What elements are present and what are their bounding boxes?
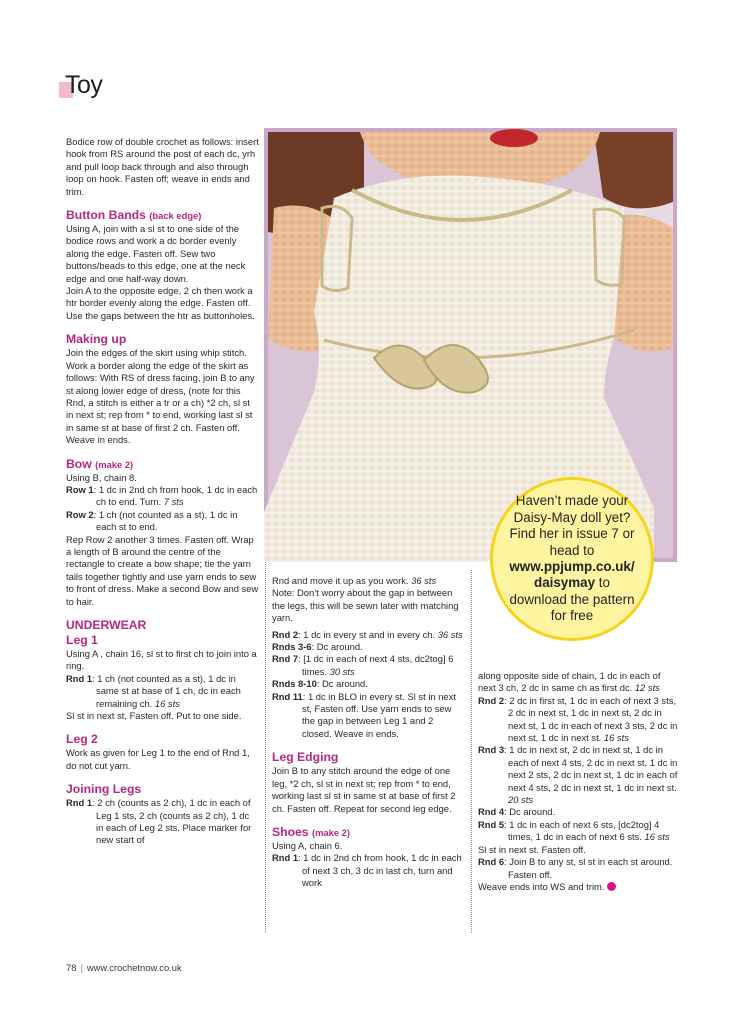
leg-1-finish: Sl st in next st, Fasten off. Put to one side.	[66, 710, 242, 722]
leg-edging-text: Join B to any stitch around the edge of one leg, *2 ch, sl st in next st; rep from * to end, working last sl st in same st at base of first 2 ch. Fasten off. Repeat for second leg edge.	[272, 765, 456, 814]
shoes-rnd-2: Rnd 2: 2 dc in first st, 1 dc in each of next 3 sts, 2 dc in next st, 1 dc in next st, 2 dc in next st, 1 dc in each of next 3 sts, 2 dc in next st, 1 dc in next st. 16 sts	[478, 694, 678, 744]
joining-legs-heading: Joining Legs	[66, 782, 142, 797]
underwear-rnds-8-10: Rnds 8-10: Dc around.	[272, 678, 368, 690]
hair-right	[594, 132, 673, 208]
underwear-rnd-7: Rnd 7: [1 dc in each of next 4 sts, dc2tog] 6 times. 30 sts	[272, 653, 454, 677]
leg-edging-heading: Leg Edging	[272, 750, 339, 765]
bodice-intro: Bodice row of double crochet as follows: insert hook from RS around the post of each dc, yrh and pull loop back through and also through loop on hook. Fasten off; weave in ends and trim.	[66, 136, 259, 197]
column-divider-2	[471, 570, 472, 933]
callout-url[interactable]: www.ppjump.co.uk/ daisymay	[509, 559, 635, 591]
shoes-intro: Using A, chain 6.	[272, 839, 343, 851]
underwear-rnd-2: Rnd 2: 1 dc in every st and in every ch. 36 sts	[272, 628, 463, 640]
shoes-rnd-1: Rnd 1: 1 dc in 2nd ch from hook, 1 dc in each of next 3 ch, 3 dc in last ch, turn and work	[272, 852, 462, 889]
column-2	[272, 575, 465, 890]
callout-text-2: to download the pattern for free	[509, 575, 635, 624]
making-up-heading: Making up	[66, 332, 127, 347]
shoes-rnd-6: Rnd 6: Join B to any st, sl st in each st around. Fasten off.	[478, 856, 673, 880]
button-bands-text-1: Using A, join with a sl st to one side of the bodice rows and work a dc border evenly along the edge. Fasten off. Sew two buttons/beads to this edge, one at the neck edge and one half-way down.	[66, 223, 246, 284]
button-bands-text-2: Join A to the opposite edge, 2 ch then work a htr border evenly along the edge. Fasten off. Use the gaps between the htr as buttonholes.	[66, 285, 255, 321]
column-3	[478, 670, 678, 893]
bow-row-2: Row 2: 1 ch (not counted as a st), 1 dc in each st to end.	[66, 508, 238, 533]
bow-row-1: Row 1: 1 dc in 2nd ch from hook, 1 dc in each ch to end. Turn. 7 sts	[66, 483, 258, 508]
col2-note: Note: Don’t worry about the gap in between the legs, this will be sewn later with matching yarn.	[272, 587, 459, 624]
joining-legs-rnd-1: Rnd 1: 2 ch (counts as 2 ch), 1 dc in each of Leg 1 sts, 2 ch (counts as 2 ch), 1 dc in each of Leg 2 sts. Place marker for new start of	[66, 797, 252, 846]
shoes-fasten: Sl st in next st. Fasten off.	[478, 843, 586, 855]
daisy-may-callout	[490, 477, 654, 641]
shoes-rnd-5: Rnd 5: 1 dc in each of next 6 sts, [dc2tog] 4 times, 1 dc in each of next 6 sts. 16 sts	[478, 818, 670, 843]
section-title: Toy	[65, 71, 103, 99]
col2-continuation: Rnd and move it up as you work. 36 sts	[272, 575, 437, 586]
leg-1-heading: Leg 1	[66, 633, 98, 647]
col3-continuation: along opposite side of chain, 1 dc in each of next 3 ch, 2 dc in same ch as first dc. 12 sts	[478, 670, 661, 694]
leg-2-text: Work as given for Leg 1 to the end of Rnd 1, do not cut yarn.	[66, 747, 250, 771]
leg-1-intro: Using A , chain 16, sl st to first ch to join into a ring.	[66, 648, 257, 672]
making-up-text: Join the edges of the skirt using whip stitch. Work a border along the edge of the skirt as follows: With RS of dress facing, join B to any st along lower edge of dress, (note for this Rnd, a stitch is either a tr or a ch) *2 ch, sl st in next st; rep from * to end, working last sl st in same st at base of first 2 ch. Fasten off. Weave in ends.	[66, 347, 255, 446]
callout-text-1: Haven’t made your Daisy-May doll yet? Find her in issue 7 or head to	[509, 493, 635, 558]
underwear-heading: UNDERWEAR	[66, 618, 147, 632]
leg-2-heading: Leg 2	[66, 732, 98, 747]
footer-website[interactable]: www.crochetnow.co.uk	[86, 962, 182, 973]
doll-mouth	[490, 129, 538, 147]
underwear-rnd-11: Rnd 11: 1 dc in BLO in every st. Sl st in next st, Fasten off. Use yarn ends to sew the gap in between Leg 1 and 2 closed. Weave in ends.	[272, 690, 456, 739]
page-number: 78	[66, 962, 77, 973]
final-text: Weave ends into WS and trim.	[478, 881, 678, 893]
column-1	[66, 136, 259, 847]
button-bands-heading: Button Bands (back edge)	[66, 208, 202, 223]
shoes-rnd-3: Rnd 3: 1 dc in next st, 2 dc in next st, 1 dc in each of next 4 sts, 2 dc in next st, 1 dc in next 2 sts, 2 dc in next st, 1 dc in each of next 4 sts, 2 dc in next st, 1 dc in next st. 20 sts	[478, 744, 678, 806]
underwear-rnds-3-6: Rnds 3-6: Dc around.	[272, 641, 363, 653]
page-footer: 78 | www.crochetnow.co.uk	[66, 962, 182, 973]
end-marker-icon	[607, 882, 616, 891]
leg-1-rnd-1: Rnd 1: 1 ch (not counted as a st), 1 dc in same st at base of 1 ch, dc in each remaining ch. 16 sts	[66, 672, 241, 709]
bow-intro: Using B, chain 8.	[66, 471, 137, 483]
bow-heading: Bow (make 2)	[66, 456, 134, 471]
shoes-heading: Shoes (make 2)	[272, 824, 351, 839]
shoes-rnd-4: Rnd 4: Dc around.	[478, 806, 556, 818]
bow-text: Rep Row 2 another 3 times. Fasten off. Wrap a length of B around the centre of the rectangle to create a bow shape; tie the yarn tails together tightly and use yarn ends to sew to front of dress. Make a second Bow and sew to hair.	[66, 533, 259, 607]
